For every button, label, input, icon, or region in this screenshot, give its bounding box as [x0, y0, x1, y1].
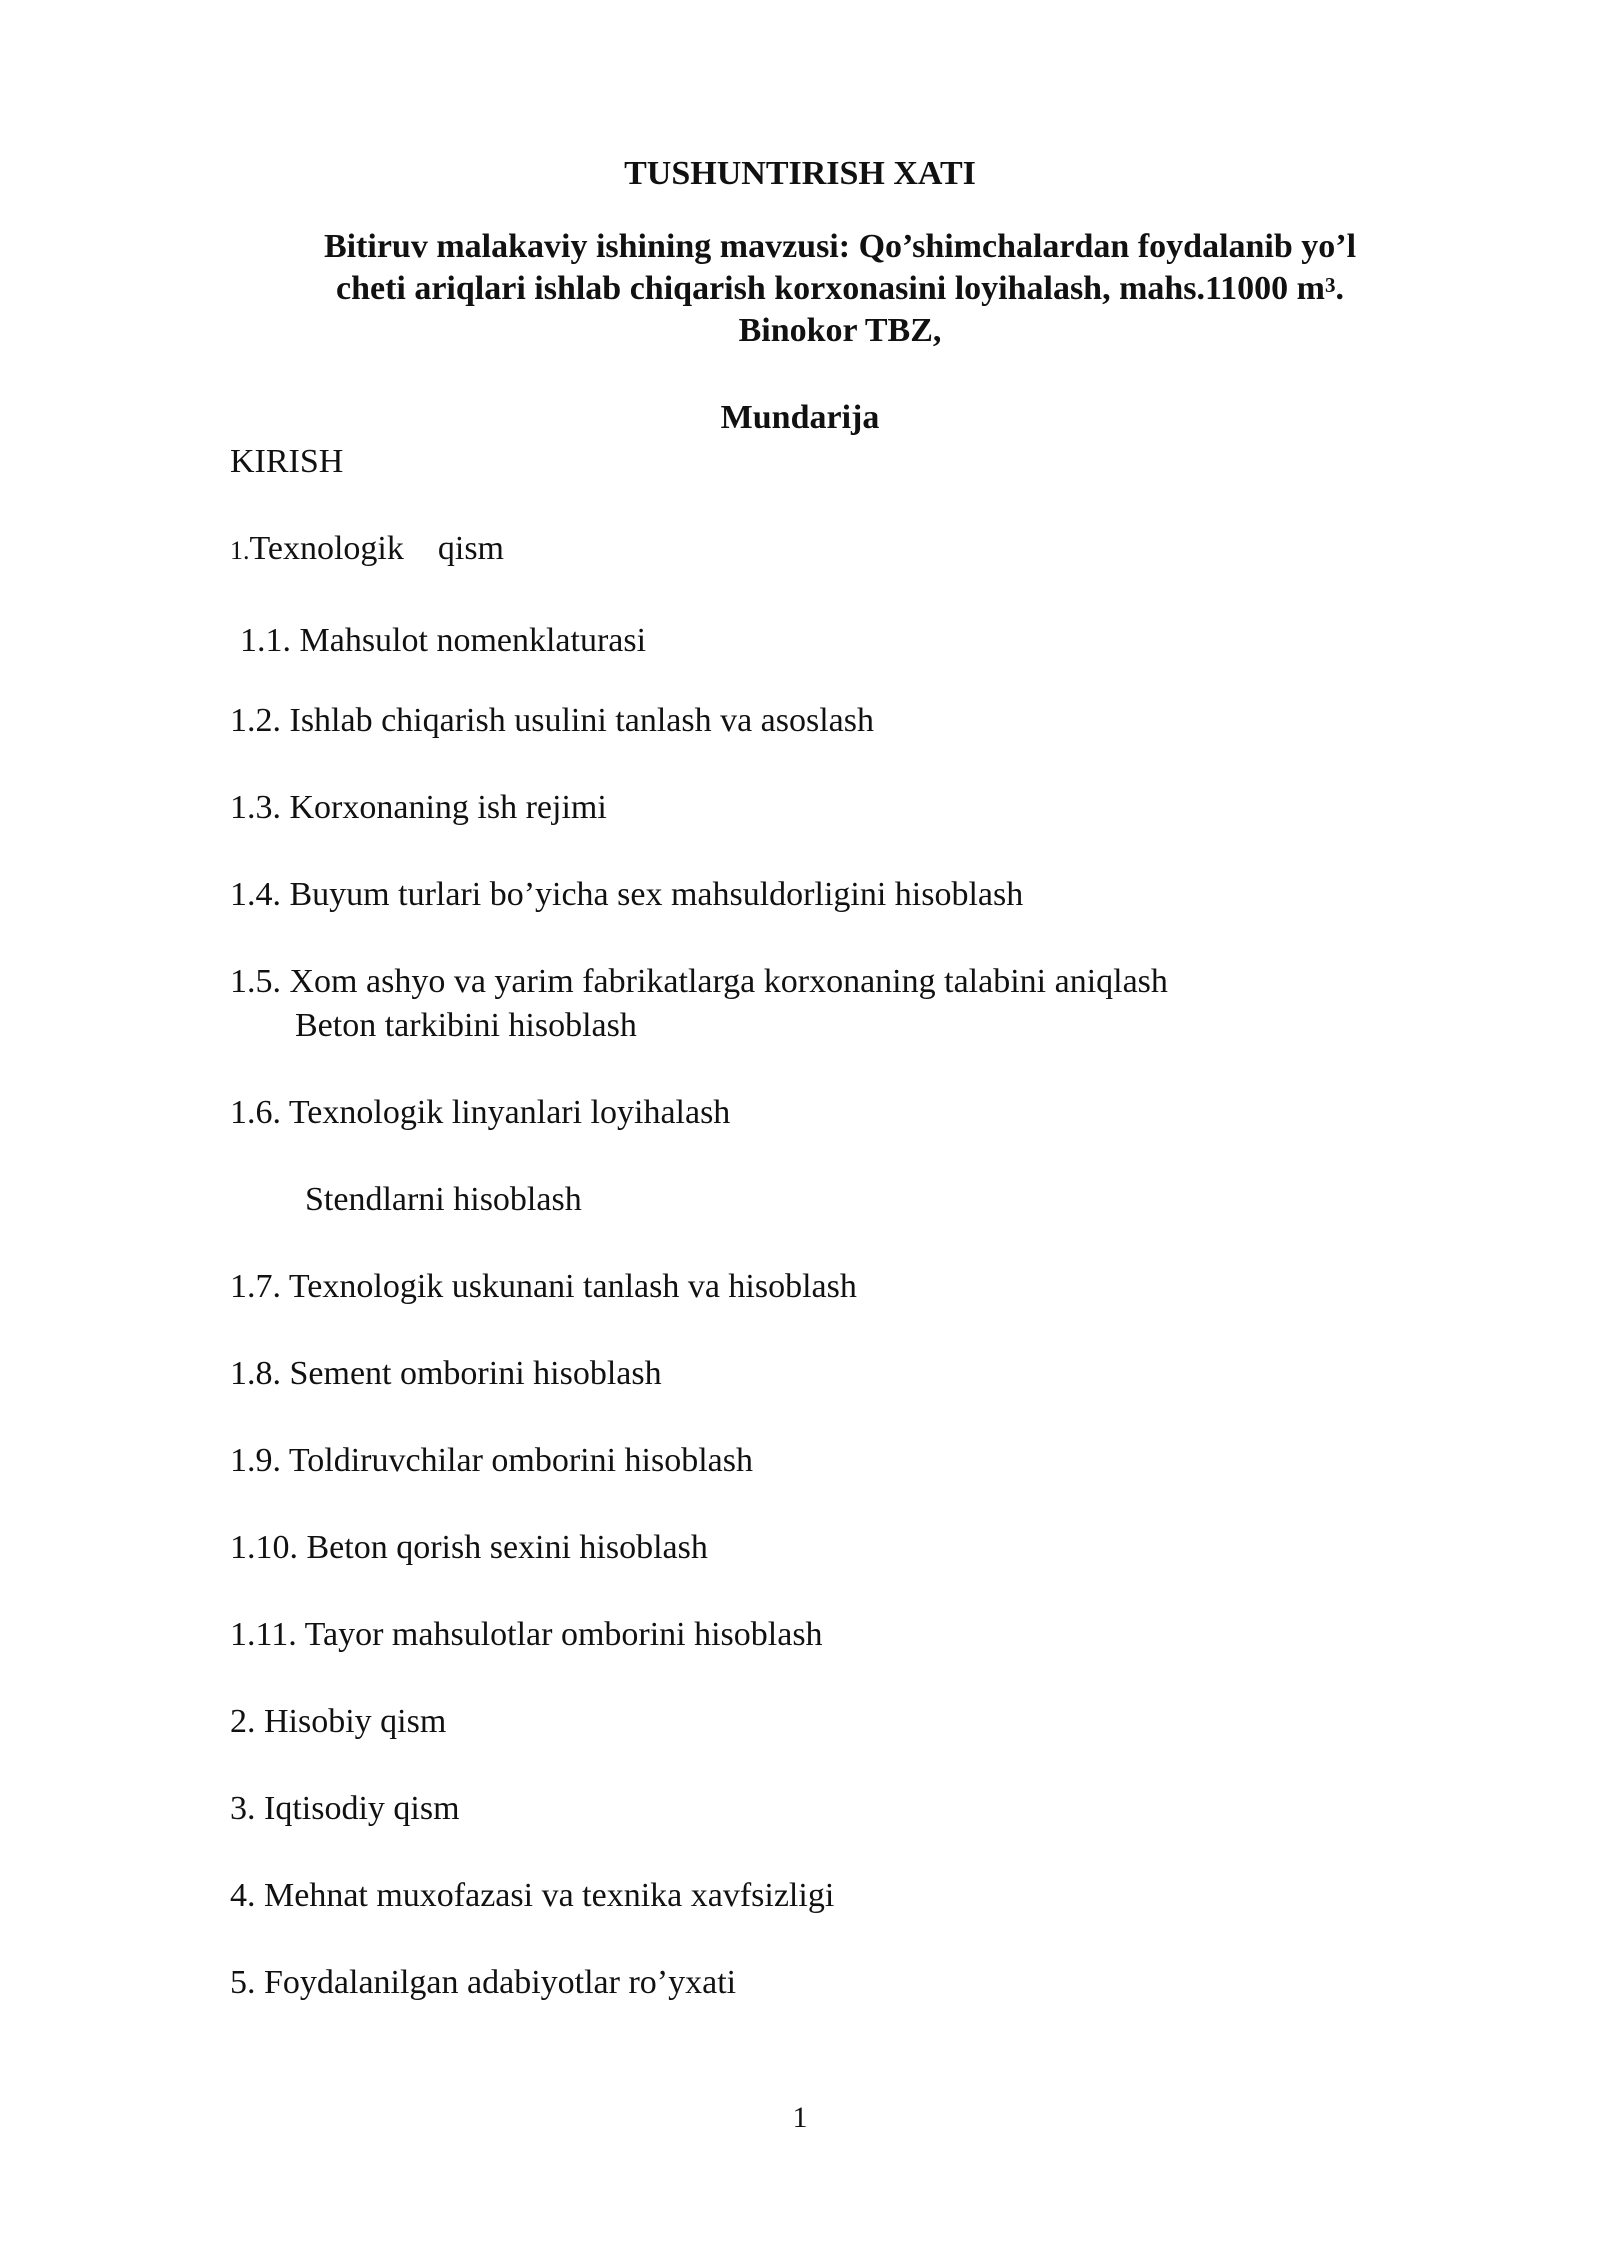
toc-item-3: 3. Iqtisodiy qism: [230, 1790, 460, 1827]
toc-section-1-label: Texnologik qism: [249, 530, 505, 567]
title-line-2-end: .: [1335, 270, 1344, 307]
toc-item-2: 2. Hisobiy qism: [230, 1703, 447, 1740]
toc-item-5: 5. Foydalanilgan adabiyotlar ro’yxati: [230, 1964, 737, 2001]
toc-section-1: [230, 527, 504, 573]
page-number: 1: [792, 2101, 808, 2134]
title-line-1: Bitiruv malakaviy ishining mavzusi: Qo’shimchalardan foydalanib yo’l: [323, 228, 1357, 265]
toc-item-1-10: 1.10. Beton qorish sexini hisoblash: [230, 1529, 708, 1566]
toc-item-1-3: 1.3. Korxonaning ish rejimi: [230, 789, 607, 826]
toc-item-1-5: 1.5. Xom ashyo va yarim fabrikatlarga korxonaning talabini aniqlash: [230, 963, 1168, 1000]
toc-item-1-4: 1.4. Buyum turlari bo’yicha sex mahsuldorligini hisoblash: [230, 876, 1024, 913]
toc-item-1-2: 1.2. Ishlab chiqarish usulini tanlash va asoslash: [230, 702, 875, 739]
toc-item-1-8: 1.8. Sement omborini hisoblash: [230, 1355, 662, 1392]
contents-heading: Mundarija: [720, 399, 880, 436]
toc-section-1-number: 1.: [230, 536, 250, 565]
toc-item-1-5-sub: Beton tarkibini hisoblash: [295, 1007, 637, 1044]
document-heading: TUSHUNTIRISH XATI: [624, 155, 976, 192]
toc-item-1-11: 1.11. Tayor mahsulotlar omborini hisoblash: [230, 1616, 823, 1653]
title-line-3: Binokor TBZ,: [738, 312, 942, 349]
toc-item-1-9: 1.9. Toldiruvchilar omborini hisoblash: [230, 1442, 753, 1479]
title-line-2-text: cheti ariqlari ishlab chiqarish korxonasini loyihalash, mahs.11000 m: [335, 270, 1325, 307]
toc-item-1-7: 1.7. Texnologik uskunani tanlash va hisoblash: [230, 1268, 857, 1305]
toc-item-4: 4. Mehnat muxofazasi va texnika xavfsizligi: [230, 1877, 835, 1914]
document-title: [230, 226, 1450, 352]
toc-item-1-6: 1.6. Texnologik linyanlari loyihalash: [230, 1094, 731, 1131]
toc-intro: KIRISH: [230, 443, 344, 480]
superscript-exponent: 3: [1325, 273, 1336, 297]
toc-item-1-6-sub: Stendlarni hisoblash: [305, 1181, 582, 1218]
title-line-2: [230, 268, 1450, 310]
toc-item-1-1: 1.1. Mahsulot nomenklaturasi: [240, 622, 647, 659]
